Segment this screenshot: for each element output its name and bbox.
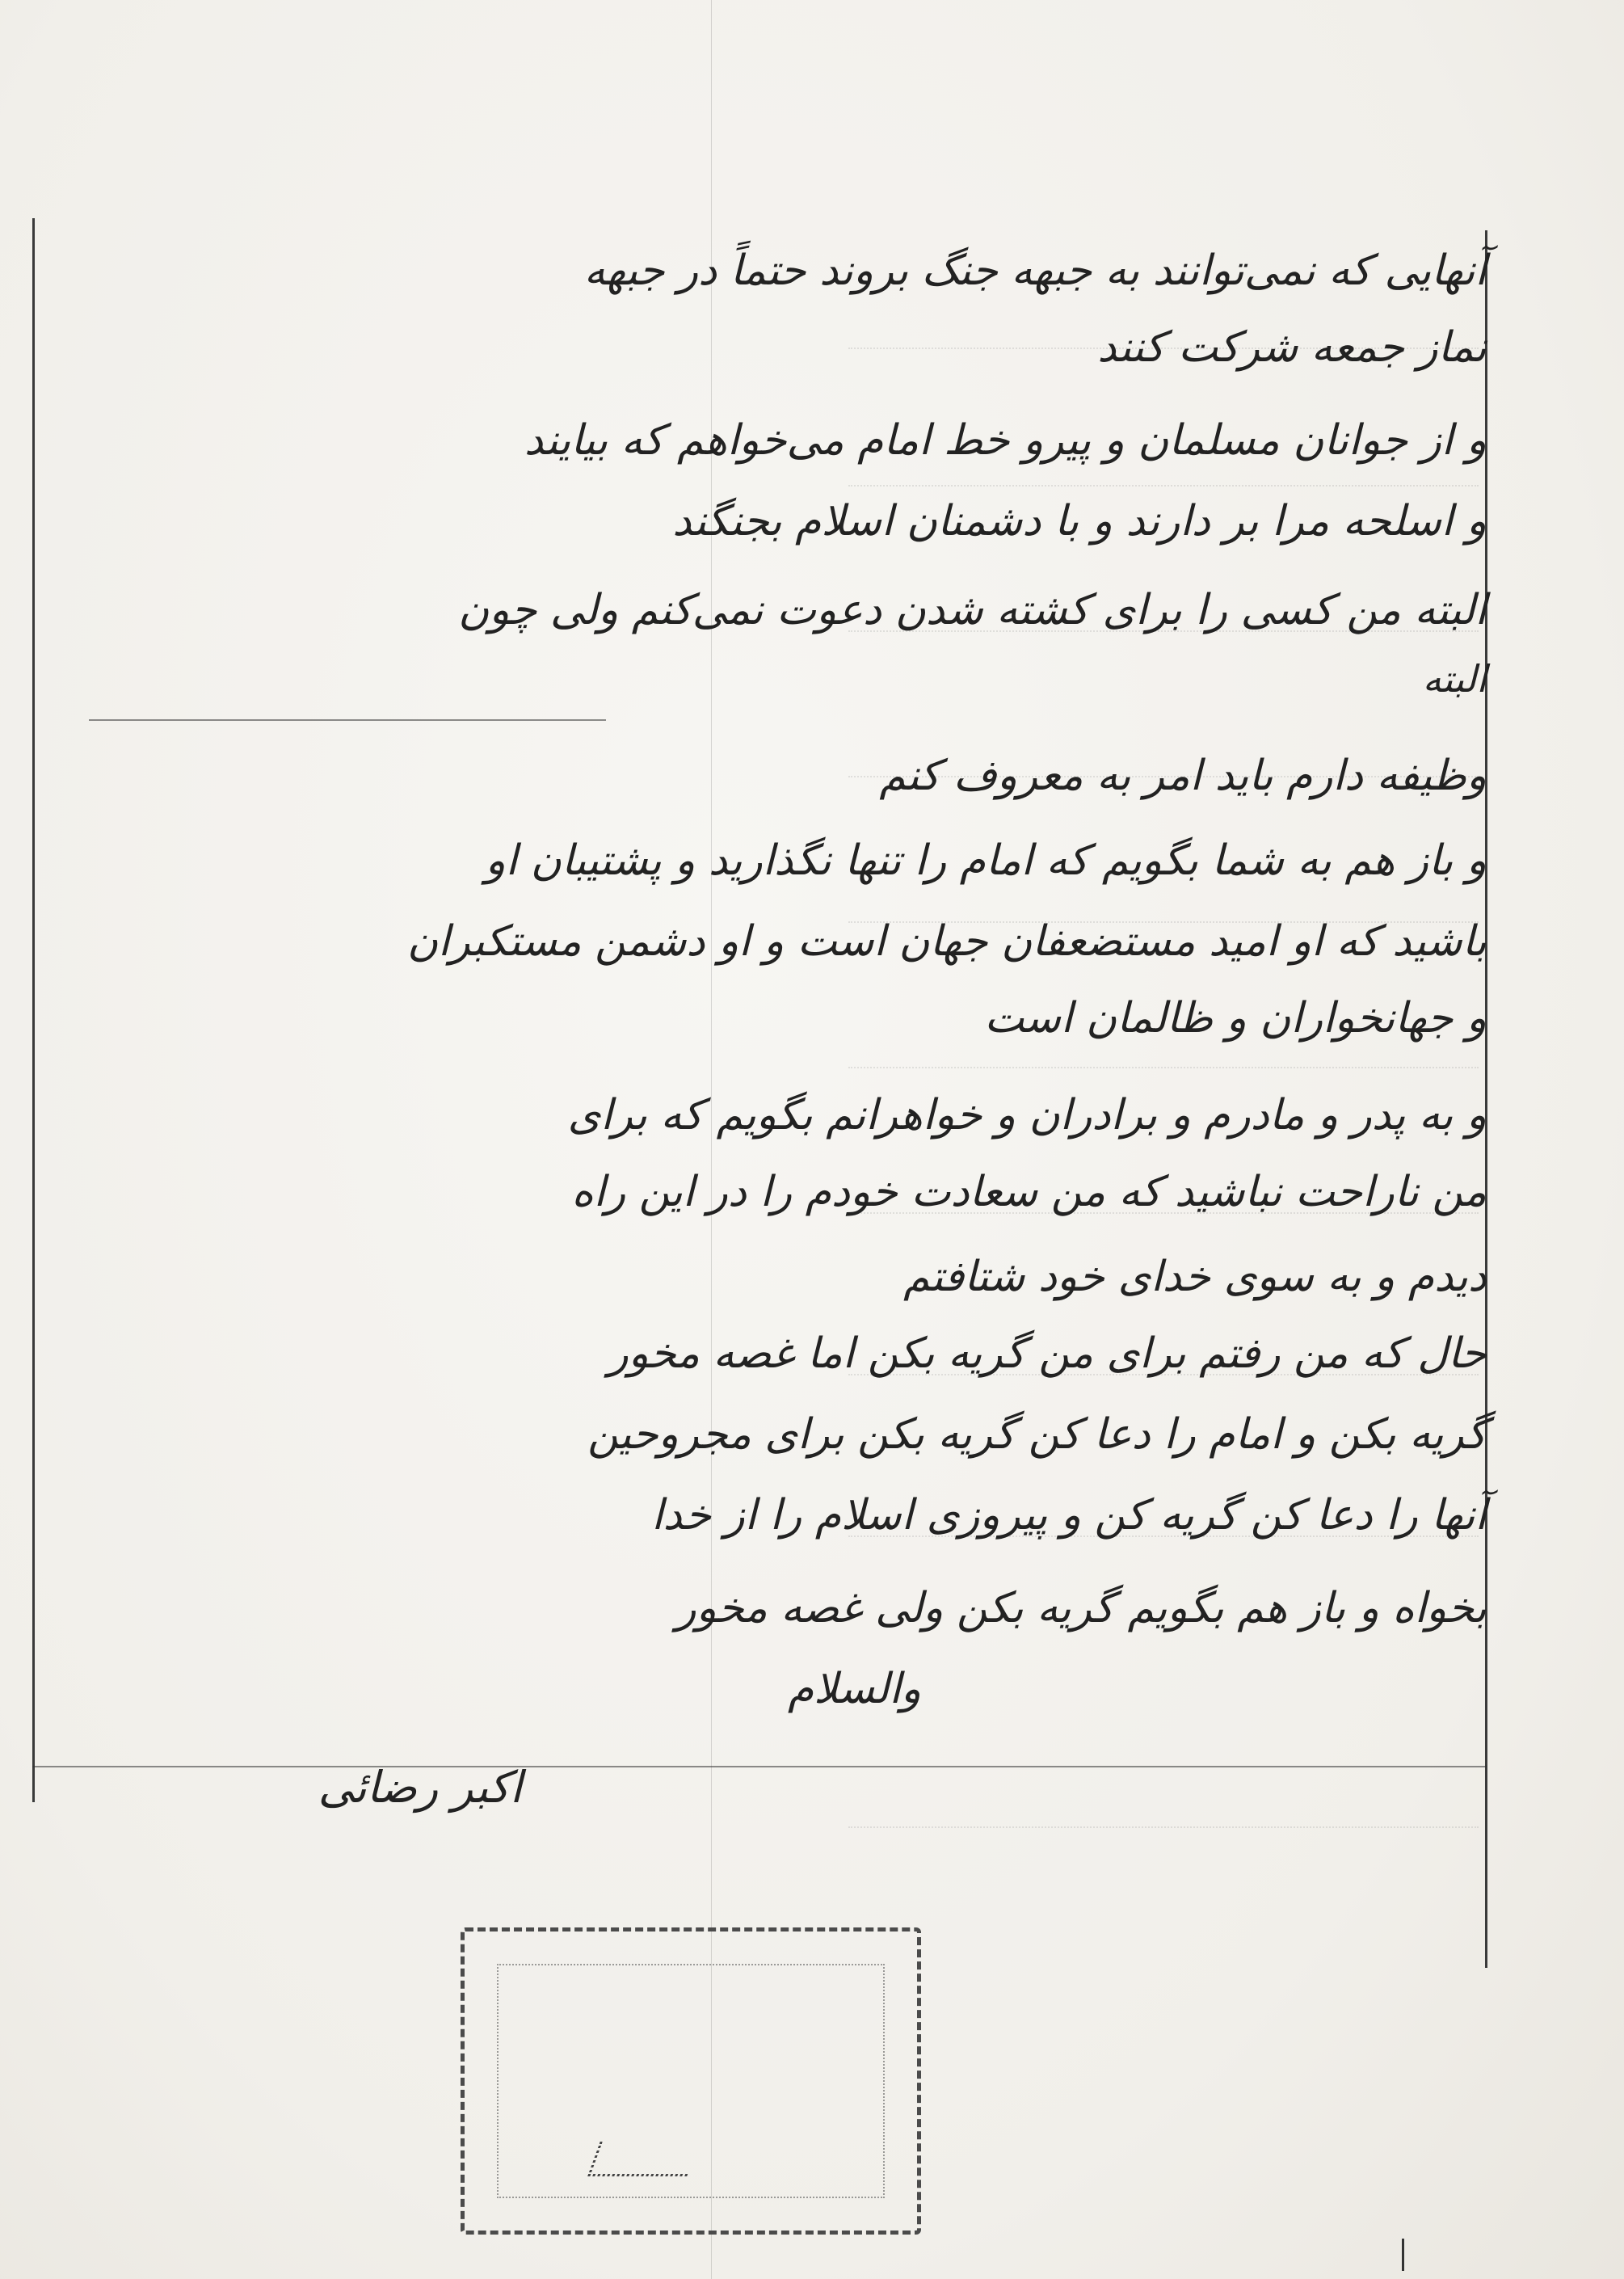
letter-line: آنها را دعا کن گریه کن و پیروزی اسلام را از خدا (651, 1491, 1487, 1540)
letter-line: گریه بکن و امام را دعا کن گریه بکن برای مجروحین (587, 1410, 1487, 1459)
letter-line: و جهانخواران و ظالمان است (984, 994, 1487, 1043)
letter-line: بخواه و باز هم بگویم گریه بکن ولی غصه مخور (675, 1584, 1487, 1632)
left-margin-line (32, 218, 35, 1802)
stamp-emblem (587, 2142, 700, 2176)
letter-line: و به پدر و مادرم و برادران و خواهرانم بگویم که برای (567, 1091, 1487, 1140)
letter-line: حال که من رفتم برای من گریه بکن اما غصه مخور (608, 1329, 1487, 1378)
pen-mark (1402, 2239, 1404, 2271)
letter-line: البته من کسی را برای کشته شدن دعوت نمی‌کنم ولی چون (458, 586, 1487, 634)
signature: اکبر رضائی (318, 1762, 523, 1813)
bleed-through-mark (848, 1826, 1479, 1828)
letter-line: من ناراحت نباشید که من سعادت خودم را در این راه (571, 1168, 1487, 1216)
letter-line: و اسلحه مرا بر دارند و با دشمنان اسلام بجنگند (672, 497, 1487, 546)
letter-line: نماز جمعه شرکت کنند (1097, 323, 1487, 372)
letter-line: و باز هم به شما بگویم که امام را تنها نگذارید و پشتیبان او (485, 836, 1487, 885)
bleed-through-mark (848, 485, 1479, 487)
bleed-through-mark (848, 1067, 1479, 1068)
stamp-icon (461, 1927, 921, 2235)
letter-line: آنهایی که نمی‌توانند به جبهه جنگ بروند حتماً در جبهه (583, 246, 1487, 295)
letter-line: و از جوانان مسلمان و پیرو خط امام می‌خواهم که بیایند (524, 416, 1487, 465)
letter-line: البته (1422, 657, 1487, 701)
letter-line: والسلام (787, 1665, 921, 1713)
letter-line: دیدم و به سوی خدای خود شتافتم (903, 1253, 1487, 1301)
horizontal-rule (89, 719, 606, 721)
letter-line: وظیفه دارم باید امر به معروف کنم (879, 752, 1487, 800)
letter-line: باشید که او امید مستضعفان جهان است و او دشمن مستکبران (406, 917, 1487, 966)
